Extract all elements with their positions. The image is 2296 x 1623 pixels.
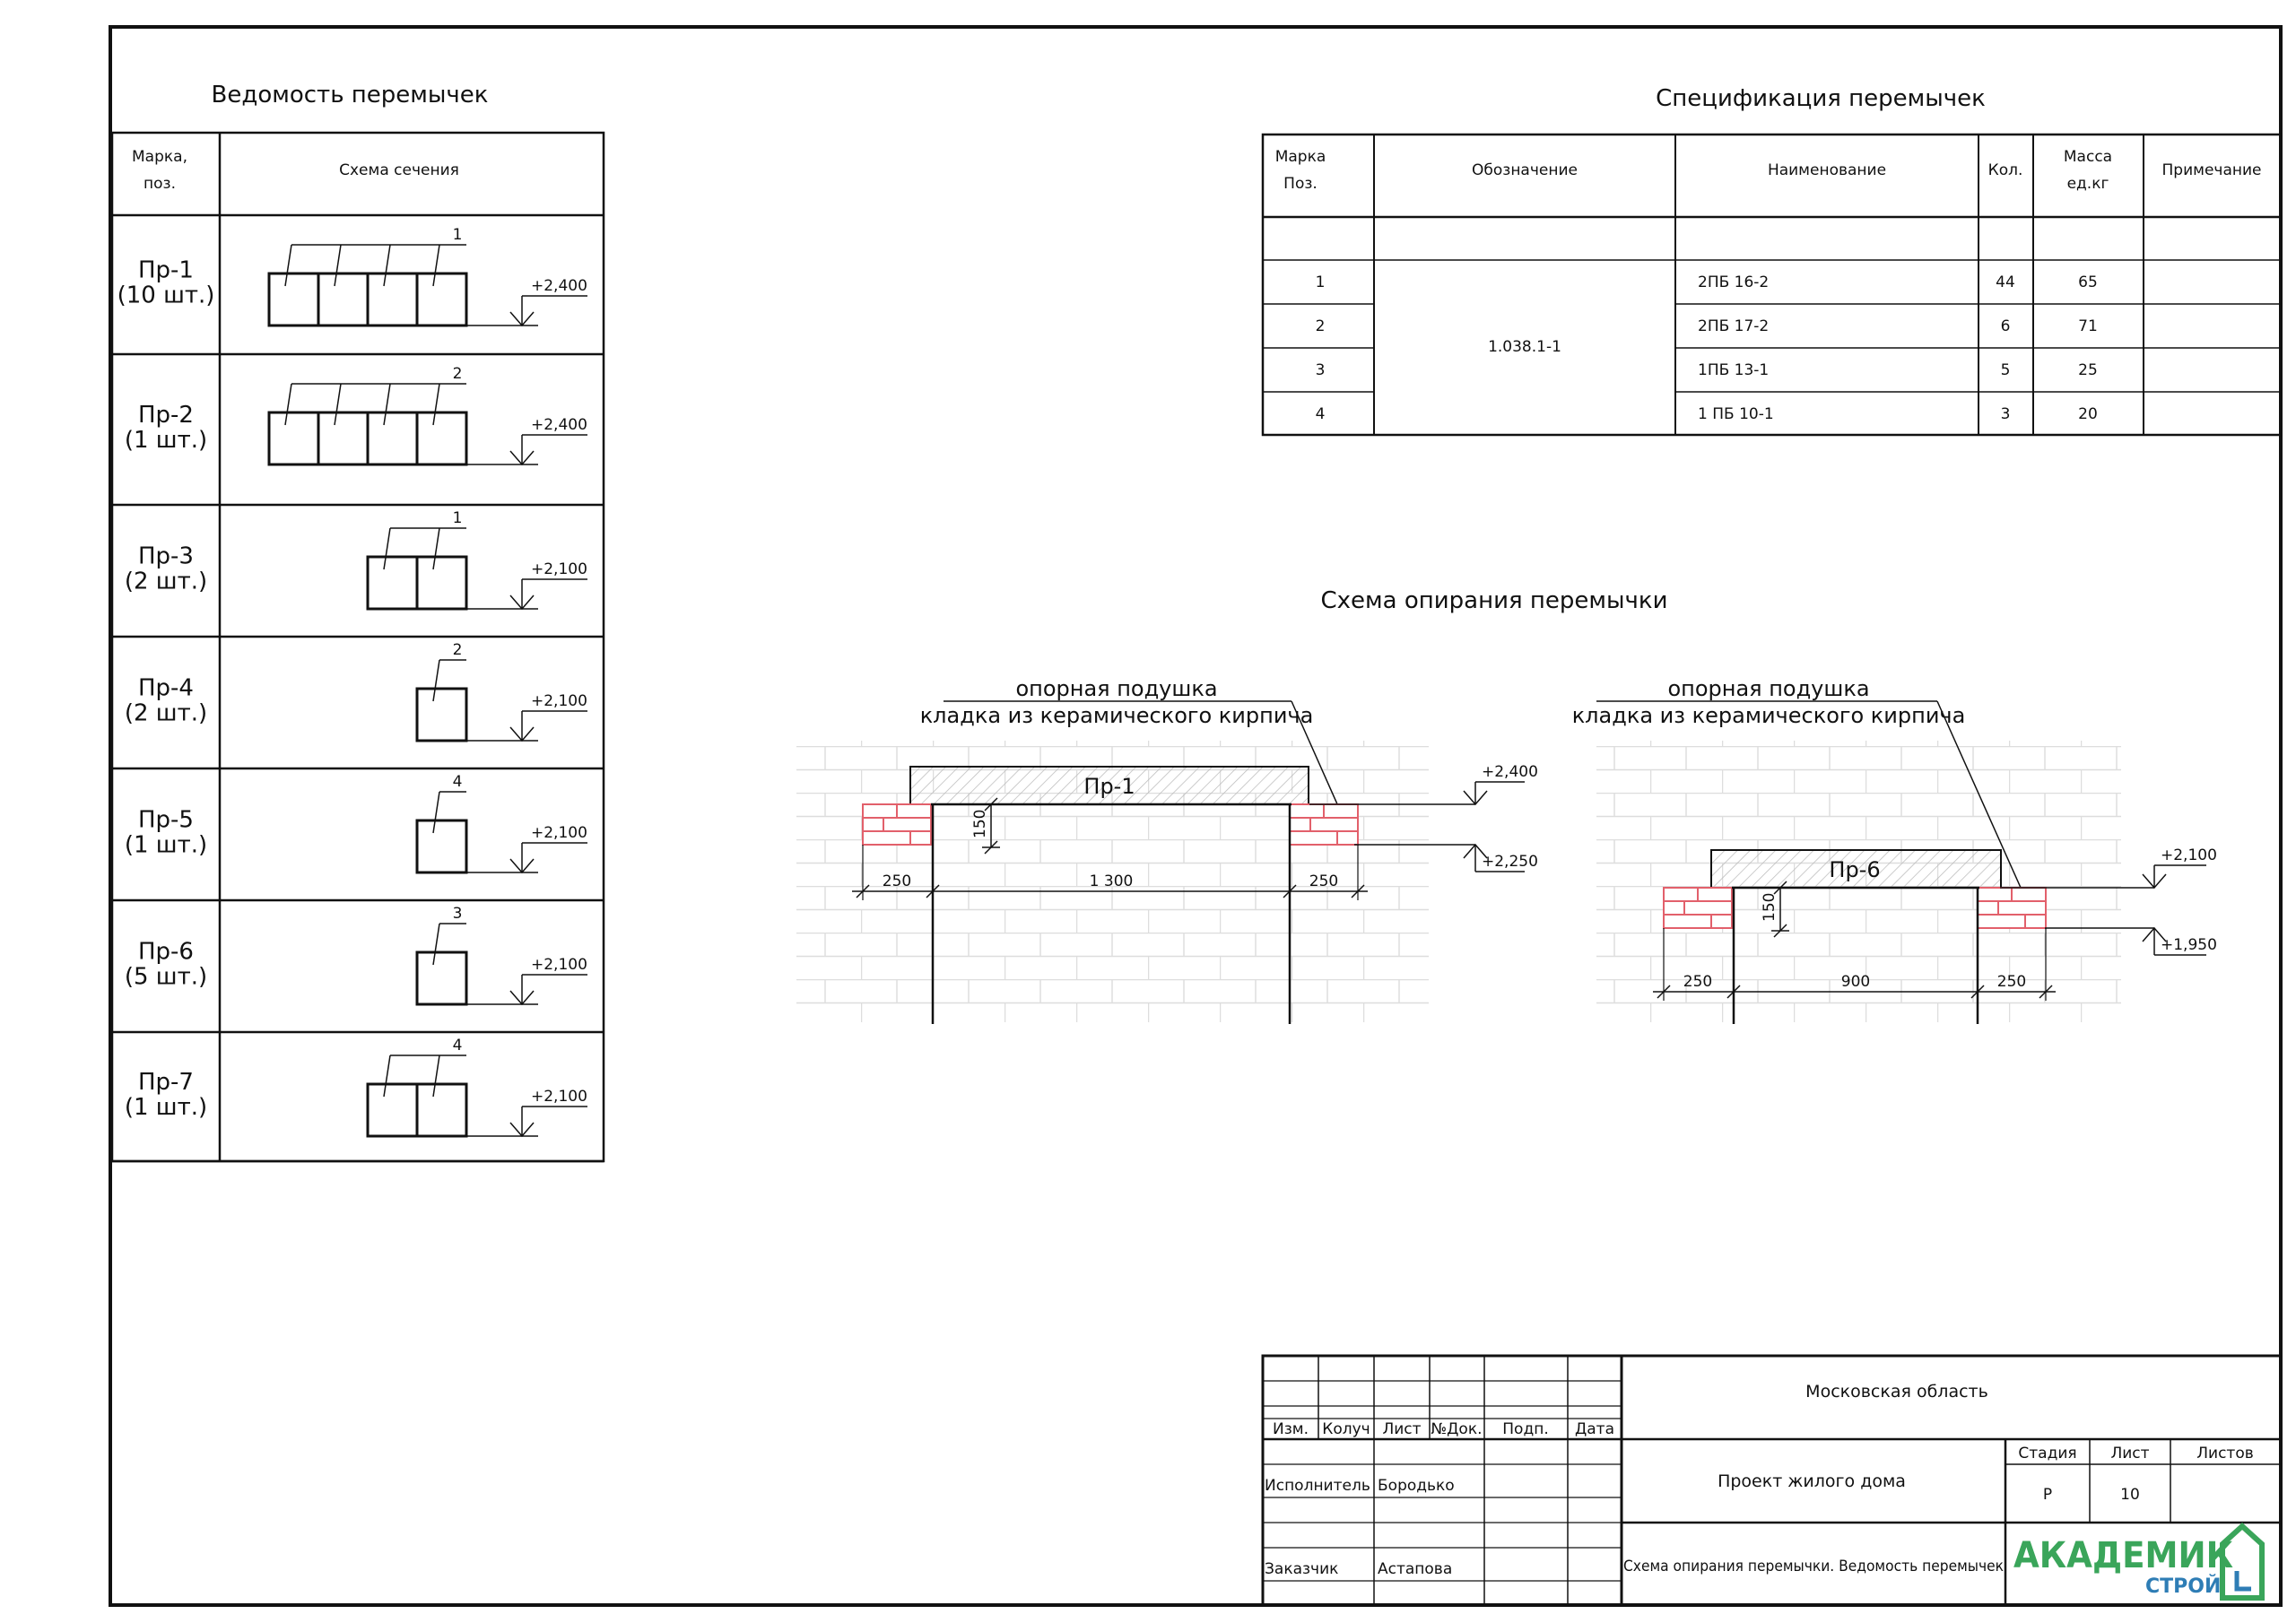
- left-lintel-mark: Пр-1: [1083, 774, 1135, 799]
- right-leader-cushion: опорная подушка: [1667, 676, 1870, 701]
- right-dim-span: 900: [1840, 973, 1871, 991]
- stamp-head-koluch: Колуч: [1322, 1420, 1370, 1438]
- schedule-pos: 2: [452, 365, 463, 383]
- spec-cell-name: 2ПБ 16-2: [1698, 273, 1770, 291]
- level-mark: [466, 956, 587, 1004]
- stamp-head-izm: Изм.: [1273, 1420, 1309, 1438]
- schedule-qty: (10 шт.): [117, 282, 215, 309]
- spec-cell-pos: 2: [1315, 317, 1326, 335]
- schedule-mark: Пр-4: [138, 674, 194, 702]
- spec-cell-name: 2ПБ 17-2: [1698, 317, 1770, 335]
- stamp-stage-label: Стадия: [2018, 1445, 2077, 1462]
- right-dim-left: 250: [1683, 973, 1713, 991]
- stamp-region: Московская область: [1805, 1382, 1988, 1402]
- schedule-row: [112, 905, 604, 1032]
- schedule-level: +2,400: [531, 277, 587, 295]
- company-logo: [2013, 1526, 2262, 1598]
- schedule-row: [112, 226, 604, 354]
- stamp-executor-name: Бородько: [1378, 1477, 1455, 1495]
- spec-cell-pos: 4: [1315, 405, 1326, 423]
- spec-head-name: Наименование: [1767, 161, 1887, 179]
- schedule-rows: [112, 226, 604, 1161]
- left-dim-right: 250: [1309, 872, 1339, 890]
- stamp-head-ndok: №Док.: [1431, 1420, 1483, 1438]
- schedule-mark: Пр-6: [138, 938, 194, 966]
- section-blocks: [417, 660, 466, 741]
- left-top-level: +2,400: [1482, 763, 1538, 781]
- spec-cell-mass: 65: [2078, 273, 2098, 291]
- schedule-pos: 1: [452, 226, 463, 244]
- right-bottom-level: +1,950: [2161, 936, 2217, 954]
- stamp-list-value: 10: [2120, 1486, 2140, 1504]
- right-top-level: +2,100: [2161, 846, 2217, 864]
- section-blocks: [269, 384, 466, 464]
- title-block: [1263, 1356, 2281, 1605]
- schedule-level: +2,100: [531, 1088, 587, 1106]
- section-blocks: [417, 792, 466, 872]
- spec-cell-name: 1ПБ 13-1: [1698, 361, 1770, 379]
- level-mark: [466, 277, 587, 325]
- spec-cell-qty: 3: [2000, 405, 2011, 423]
- spec-row: [1316, 317, 2098, 335]
- spec-cell-mass: 20: [2078, 405, 2098, 423]
- schedule-row: [112, 641, 604, 768]
- spec-cell-qty: 44: [1996, 273, 2015, 291]
- level-mark: [466, 416, 587, 464]
- section-blocks: [368, 1055, 466, 1136]
- schedule-mark: Пр-2: [138, 402, 194, 429]
- schedule-row: [112, 509, 604, 637]
- left-dim-left: 250: [882, 872, 912, 890]
- schedule-qty: (1 шт.): [124, 1094, 208, 1121]
- logo-main-text: АКАДЕМИК: [2013, 1535, 2234, 1576]
- logo-sub-text: СТРОЙ: [2145, 1575, 2222, 1598]
- schedule-qty: (1 шт.): [124, 831, 208, 859]
- stamp-stage-value: Р: [2042, 1486, 2053, 1504]
- schedule-title: Ведомость перемычек: [211, 82, 489, 108]
- left-dim-height: 150: [971, 809, 989, 838]
- stamp-list-label: Лист: [2110, 1445, 2150, 1462]
- section-blocks: [269, 245, 466, 325]
- schedule-pos: 4: [452, 773, 463, 791]
- schedule-mark: Пр-7: [138, 1069, 194, 1096]
- schedule-mark: Пр-5: [138, 806, 194, 834]
- spec-cell-mass: 71: [2078, 317, 2098, 335]
- schedule-level: +2,100: [531, 560, 587, 578]
- left-dim-span: 1 300: [1089, 872, 1134, 890]
- level-mark: [466, 692, 587, 741]
- lintel-specification: [1263, 85, 2281, 435]
- spec-cell-qty: 5: [2000, 361, 2011, 379]
- schedule-pos: 3: [452, 905, 463, 923]
- level-mark: [466, 824, 587, 872]
- schedule-qty: (2 шт.): [124, 699, 208, 727]
- section-blocks: [417, 924, 466, 1004]
- spec-head-note: Примечание: [2161, 161, 2262, 179]
- right-lintel-mark: Пр-6: [1829, 857, 1881, 882]
- spec-cell-pos: 1: [1315, 273, 1326, 291]
- right-leader-brick: кладка из керамического кирпича: [1571, 703, 1966, 728]
- lintel-schedule: [112, 82, 604, 1161]
- schedule-row: [112, 365, 604, 505]
- schedule-mark: Пр-3: [138, 542, 194, 570]
- support-detail-right: [1572, 676, 2217, 1024]
- stamp-head-data: Дата: [1574, 1420, 1615, 1438]
- schedule-qty: (2 шт.): [124, 568, 208, 595]
- stamp-head-list: Лист: [1382, 1420, 1422, 1438]
- schedule-pos: 2: [452, 641, 463, 659]
- schedule-col-mark-l1: Марка,: [132, 148, 187, 166]
- spec-head-mark-l2: Поз.: [1283, 175, 1318, 193]
- schedule-level: +2,100: [531, 956, 587, 974]
- schedule-qty: (1 шт.): [124, 427, 208, 454]
- spec-row: [1316, 361, 2098, 379]
- stamp-sheet-title: Схема опирания перемычки. Ведомость перемычек: [1623, 1558, 2004, 1575]
- stamp-project: Проект жилого дома: [1718, 1471, 1906, 1491]
- level-mark: [466, 1088, 587, 1136]
- schedule-col-mark-l2: поз.: [144, 175, 176, 193]
- left-leader-cushion: опорная подушка: [1015, 676, 1218, 701]
- schedule-level: +2,100: [531, 692, 587, 710]
- schedule-level: +2,100: [531, 824, 587, 842]
- support-title: Схема опирания перемычки: [1320, 587, 1668, 614]
- stamp-executor-label: Исполнитель: [1265, 1477, 1370, 1495]
- spec-cell-qty: 6: [2000, 317, 2011, 335]
- spec-title: Спецификация перемычек: [1656, 85, 1986, 112]
- spec-head-designation: Обозначение: [1472, 161, 1578, 179]
- schedule-level: +2,400: [531, 416, 587, 434]
- stamp-customer-label: Заказчик: [1265, 1560, 1339, 1578]
- spec-cell-mass: 25: [2078, 361, 2098, 379]
- spec-head-mark-l1: Марка: [1274, 148, 1326, 166]
- level-mark: [466, 560, 587, 609]
- right-dim-height: 150: [1761, 892, 1779, 922]
- support-detail-left: [796, 676, 1538, 1024]
- stamp-customer-name: Астапова: [1378, 1560, 1453, 1578]
- spec-head-mass-l2: ед.кг: [2066, 175, 2109, 193]
- schedule-row: [112, 773, 604, 900]
- section-blocks: [368, 528, 466, 609]
- schedule-col-section: Схема сечения: [339, 161, 459, 179]
- spec-row: [1316, 405, 2098, 423]
- spec-cell-name: 1 ПБ 10-1: [1698, 405, 1774, 423]
- left-bottom-level: +2,250: [1482, 853, 1538, 871]
- schedule-pos: 1: [452, 509, 463, 527]
- spec-head-mass-l1: Масса: [2063, 148, 2113, 166]
- stamp-head-podp: Подп.: [1502, 1420, 1549, 1438]
- spec-head-qty: Кол.: [1987, 161, 2023, 179]
- spec-cell-pos: 3: [1315, 361, 1326, 379]
- spec-designation: 1.038.1-1: [1488, 338, 1561, 356]
- schedule-row: [112, 1037, 604, 1161]
- left-leader-brick: кладка из керамического кирпича: [919, 703, 1314, 728]
- stamp-lists-label: Листов: [2196, 1445, 2254, 1462]
- schedule-qty: (5 шт.): [124, 963, 208, 991]
- right-dim-right: 250: [1996, 973, 2027, 991]
- schedule-pos: 4: [452, 1037, 463, 1055]
- schedule-mark: Пр-1: [138, 256, 194, 284]
- spec-row: [1316, 273, 2098, 291]
